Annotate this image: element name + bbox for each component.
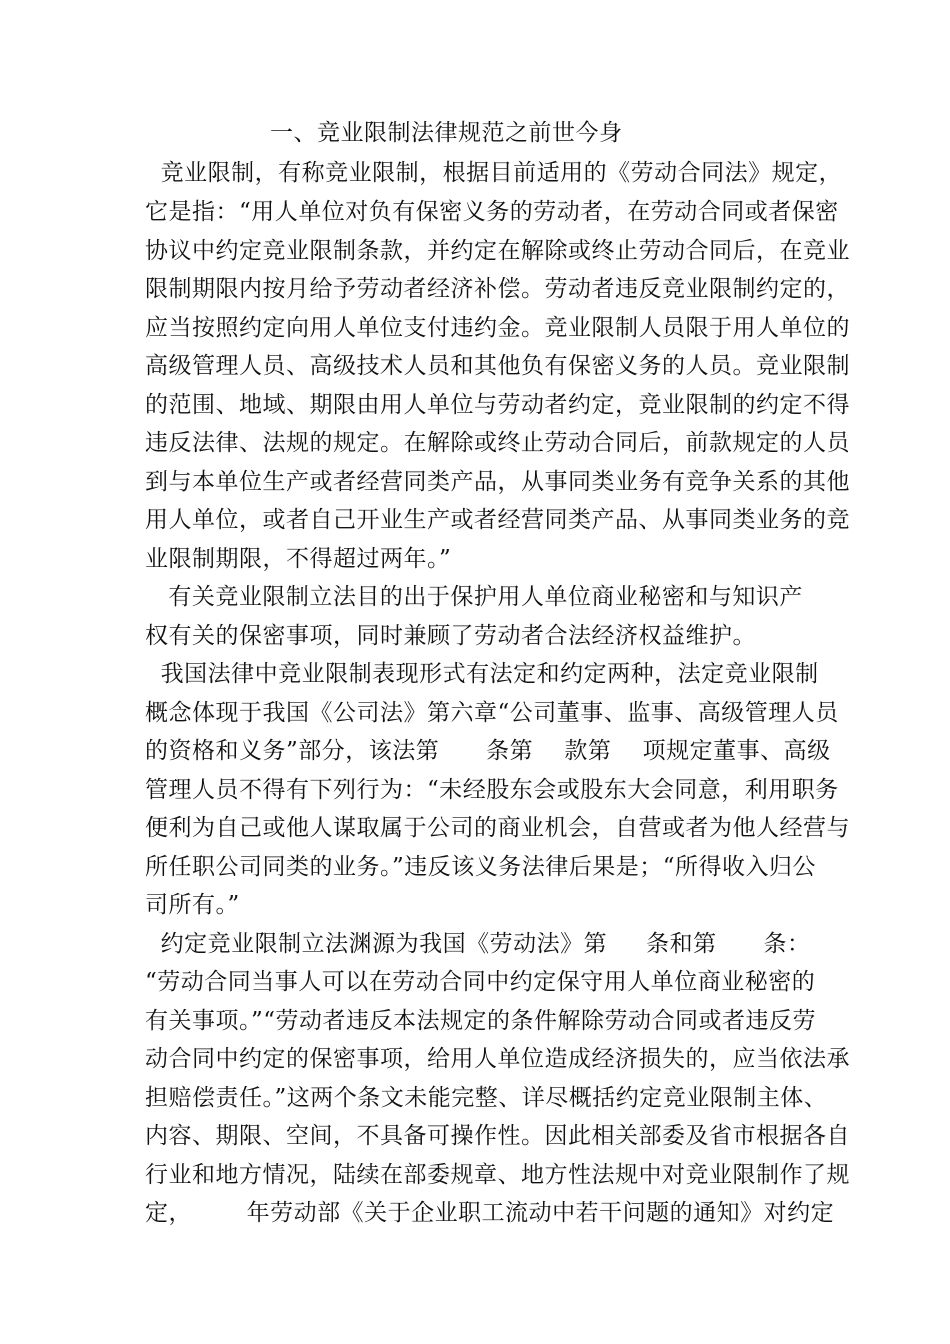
paragraph-line: 协议中约定竞业限制条款，并约定在解除或终止劳动合同后，在竞业 <box>145 238 850 264</box>
paragraph-line: 所任职公司同类的业务。”违反该义务法律后果是；“所得收入归公 <box>145 854 817 880</box>
paragraph-line: 行业和地方情况，陆续在部委规章、地方性法规中对竞业限制作了规 <box>145 1162 850 1188</box>
paragraph-line: 约定竞业限制立法渊源为我国《劳动法》第 条和第 条： <box>145 931 811 957</box>
section-heading: 一、竞业限制法律规范之前世今身 <box>270 120 623 146</box>
paragraph-line: 担赔偿责任。”这两个条文未能完整、详尽概括约定竞业限制主体、 <box>145 1085 828 1111</box>
paragraph-line: 概念体现于我国《公司法》第六章“公司董事、监事、高级管理人员 <box>145 700 839 726</box>
paragraph-line: 动合同中约定的保密事项，给用人单位造成经济损失的，应当依法承 <box>145 1046 850 1072</box>
paragraph-line: 权有关的保密事项，同时兼顾了劳动者合法经济权益维护。 <box>145 623 756 649</box>
paragraph-line: 管理人员不得有下列行为：“未经股东会或股东大会同意，利用职务 <box>145 777 839 803</box>
paragraph-line: 我国法律中竞业限制表现形式有法定和约定两种，法定竞业限制 <box>145 661 819 687</box>
paragraph-line: 到与本单位生产或者经营同类产品，从事同类业务有竞争关系的其他 <box>145 469 850 495</box>
paragraph-line: 司所有。” <box>145 892 240 918</box>
paragraph-line: 用人单位，或者自己开业生产或者经营同类产品、从事同类业务的竞 <box>145 507 850 533</box>
paragraph-line: 违反法律、法规的规定。在解除或终止劳动合同后，前款规定的人员 <box>145 430 850 456</box>
paragraph-line: 它是指：“用人单位对负有保密义务的劳动者，在劳动合同或者保密 <box>145 199 839 225</box>
paragraph-line: 内容、期限、空间，不具备可操作性。因此相关部委及省市根据各自 <box>145 1123 850 1149</box>
paragraph-line: 高级管理人员、高级技术人员和其他负有保密义务的人员。竞业限制 <box>145 353 850 379</box>
paragraph-line: “劳动合同当事人可以在劳动合同中约定保守用人单位商业秘密的 <box>145 969 816 995</box>
paragraph-line: 便利为自己或他人谋取属于公司的商业机会，自营或者为他人经营与 <box>145 815 850 841</box>
paragraph-line: 的范围、地域、期限由用人单位与劳动者约定，竞业限制的约定不得 <box>145 392 850 418</box>
paragraph-line: 定， 年劳动部《关于企业职工流动中若干问题的通知》对约定 <box>145 1200 835 1226</box>
paragraph-line: 的资格和义务”部分，该法第 条第 款第 项规定董事、高级 <box>145 738 831 764</box>
paragraph-line: 有关竞业限制立法目的出于保护用人单位商业秘密和与知识产 <box>145 584 803 610</box>
paragraph-line: 限制期限内按月给予劳动者经济补偿。劳动者违反竞业限制约定的， <box>145 276 850 302</box>
paragraph-line: 有关事项。”“劳动者违反本法规定的条件解除劳动合同或者违反劳 <box>145 1008 817 1034</box>
paragraph-line: 应当按照约定向用人单位支付违约金。竞业限制人员限于用人单位的 <box>145 315 850 341</box>
paragraph-line: 业限制期限，不得超过两年。” <box>145 546 452 572</box>
paragraph-line: 竞业限制，有称竞业限制，根据目前适用的《劳动合同法》规定， <box>145 160 843 186</box>
